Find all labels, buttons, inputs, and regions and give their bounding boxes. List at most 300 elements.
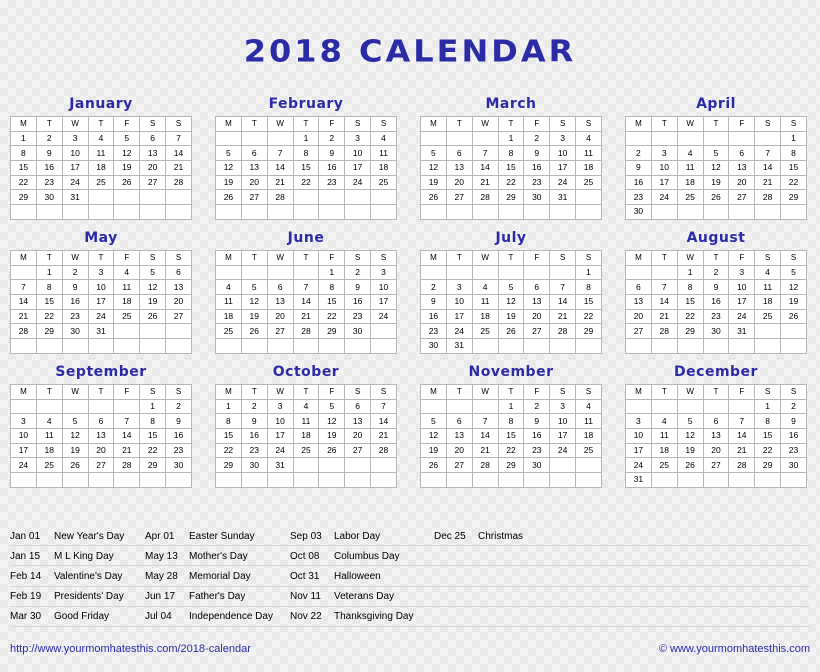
day-cell[interactable]: 19 xyxy=(319,429,345,444)
day-cell[interactable]: 22 xyxy=(498,175,524,190)
day-cell[interactable]: 8 xyxy=(140,414,166,429)
day-cell[interactable]: 9 xyxy=(345,280,371,295)
day-cell[interactable]: 4 xyxy=(576,399,602,414)
day-cell[interactable]: 15 xyxy=(576,295,602,310)
day-cell[interactable]: 20 xyxy=(703,443,729,458)
day-cell[interactable]: 17 xyxy=(62,161,88,176)
day-cell[interactable]: 8 xyxy=(293,146,319,161)
day-cell[interactable]: 20 xyxy=(446,175,472,190)
day-cell[interactable]: 14 xyxy=(371,414,397,429)
day-cell[interactable]: 27 xyxy=(446,458,472,473)
day-cell[interactable]: 1 xyxy=(36,265,62,280)
day-cell[interactable]: 15 xyxy=(216,429,242,444)
day-cell[interactable]: 6 xyxy=(626,280,652,295)
day-cell[interactable]: 30 xyxy=(421,339,447,354)
day-cell[interactable]: 12 xyxy=(781,280,807,295)
day-cell[interactable]: 25 xyxy=(677,190,703,205)
day-cell[interactable]: 1 xyxy=(677,265,703,280)
day-cell[interactable]: 21 xyxy=(550,309,576,324)
day-cell[interactable]: 5 xyxy=(421,146,447,161)
day-cell[interactable]: 23 xyxy=(524,443,550,458)
day-cell[interactable]: 30 xyxy=(626,205,652,220)
day-cell[interactable]: 28 xyxy=(293,324,319,339)
day-cell[interactable]: 27 xyxy=(729,190,755,205)
day-cell[interactable]: 17 xyxy=(626,443,652,458)
day-cell[interactable]: 11 xyxy=(371,146,397,161)
day-cell[interactable]: 4 xyxy=(114,265,140,280)
day-cell[interactable]: 30 xyxy=(524,190,550,205)
day-cell[interactable]: 22 xyxy=(781,175,807,190)
day-cell[interactable]: 20 xyxy=(88,443,114,458)
day-cell[interactable]: 6 xyxy=(524,280,550,295)
day-cell[interactable]: 8 xyxy=(677,280,703,295)
day-cell[interactable]: 14 xyxy=(11,295,37,310)
day-cell[interactable]: 4 xyxy=(88,131,114,146)
day-cell[interactable]: 8 xyxy=(498,414,524,429)
day-cell[interactable]: 22 xyxy=(11,175,37,190)
day-cell[interactable]: 29 xyxy=(576,324,602,339)
day-cell[interactable]: 14 xyxy=(267,161,293,176)
day-cell[interactable]: 3 xyxy=(729,265,755,280)
day-cell[interactable]: 18 xyxy=(472,309,498,324)
day-cell[interactable]: 8 xyxy=(755,414,781,429)
day-cell[interactable]: 8 xyxy=(11,146,37,161)
day-cell[interactable]: 9 xyxy=(166,414,192,429)
day-cell[interactable]: 26 xyxy=(421,458,447,473)
day-cell[interactable]: 23 xyxy=(166,443,192,458)
day-cell[interactable]: 24 xyxy=(651,190,677,205)
day-cell[interactable]: 2 xyxy=(421,280,447,295)
day-cell[interactable]: 13 xyxy=(703,429,729,444)
day-cell[interactable]: 31 xyxy=(88,324,114,339)
day-cell[interactable]: 15 xyxy=(11,161,37,176)
day-cell[interactable]: 11 xyxy=(114,280,140,295)
day-cell[interactable]: 11 xyxy=(576,414,602,429)
day-cell[interactable]: 15 xyxy=(140,429,166,444)
day-cell[interactable]: 24 xyxy=(729,309,755,324)
day-cell[interactable]: 9 xyxy=(62,280,88,295)
day-cell[interactable]: 5 xyxy=(216,146,242,161)
day-cell[interactable]: 16 xyxy=(345,295,371,310)
day-cell[interactable]: 30 xyxy=(241,458,267,473)
day-cell[interactable]: 11 xyxy=(472,295,498,310)
day-cell[interactable]: 7 xyxy=(550,280,576,295)
day-cell[interactable]: 9 xyxy=(421,295,447,310)
day-cell[interactable]: 23 xyxy=(781,443,807,458)
day-cell[interactable]: 17 xyxy=(267,429,293,444)
day-cell[interactable]: 9 xyxy=(524,414,550,429)
day-cell[interactable]: 26 xyxy=(677,458,703,473)
day-cell[interactable]: 18 xyxy=(36,443,62,458)
day-cell[interactable]: 22 xyxy=(755,443,781,458)
day-cell[interactable]: 14 xyxy=(729,429,755,444)
day-cell[interactable]: 16 xyxy=(781,429,807,444)
day-cell[interactable]: 24 xyxy=(626,458,652,473)
day-cell[interactable]: 23 xyxy=(345,309,371,324)
day-cell[interactable]: 5 xyxy=(677,414,703,429)
day-cell[interactable]: 12 xyxy=(114,146,140,161)
day-cell[interactable]: 5 xyxy=(114,131,140,146)
day-cell[interactable]: 20 xyxy=(267,309,293,324)
day-cell[interactable]: 31 xyxy=(626,473,652,488)
day-cell[interactable]: 20 xyxy=(345,429,371,444)
day-cell[interactable]: 12 xyxy=(62,429,88,444)
day-cell[interactable]: 28 xyxy=(114,458,140,473)
day-cell[interactable]: 14 xyxy=(472,429,498,444)
day-cell[interactable]: 5 xyxy=(498,280,524,295)
day-cell[interactable]: 15 xyxy=(498,161,524,176)
day-cell[interactable]: 18 xyxy=(755,295,781,310)
day-cell[interactable]: 17 xyxy=(550,161,576,176)
day-cell[interactable]: 11 xyxy=(576,146,602,161)
day-cell[interactable]: 18 xyxy=(88,161,114,176)
day-cell[interactable]: 14 xyxy=(293,295,319,310)
day-cell[interactable]: 2 xyxy=(781,399,807,414)
day-cell[interactable]: 26 xyxy=(781,309,807,324)
day-cell[interactable]: 21 xyxy=(293,309,319,324)
day-cell[interactable]: 3 xyxy=(651,146,677,161)
day-cell[interactable]: 28 xyxy=(371,443,397,458)
day-cell[interactable]: 25 xyxy=(371,175,397,190)
day-cell[interactable]: 17 xyxy=(550,429,576,444)
day-cell[interactable]: 29 xyxy=(216,458,242,473)
day-cell[interactable]: 19 xyxy=(421,443,447,458)
day-cell[interactable]: 28 xyxy=(550,324,576,339)
day-cell[interactable]: 3 xyxy=(626,414,652,429)
day-cell[interactable]: 14 xyxy=(472,161,498,176)
day-cell[interactable]: 14 xyxy=(755,161,781,176)
day-cell[interactable]: 30 xyxy=(36,190,62,205)
day-cell[interactable]: 10 xyxy=(446,295,472,310)
day-cell[interactable]: 6 xyxy=(345,399,371,414)
day-cell[interactable]: 2 xyxy=(62,265,88,280)
day-cell[interactable]: 13 xyxy=(345,414,371,429)
day-cell[interactable]: 4 xyxy=(651,414,677,429)
day-cell[interactable]: 2 xyxy=(36,131,62,146)
day-cell[interactable]: 13 xyxy=(88,429,114,444)
day-cell[interactable]: 19 xyxy=(677,443,703,458)
day-cell[interactable]: 28 xyxy=(267,190,293,205)
calendar-source-link[interactable]: http://www.yourmomhatesthis.com/2018-calendar xyxy=(10,643,251,655)
day-cell[interactable]: 29 xyxy=(498,190,524,205)
day-cell[interactable]: 29 xyxy=(498,458,524,473)
day-cell[interactable]: 11 xyxy=(651,429,677,444)
day-cell[interactable]: 9 xyxy=(626,161,652,176)
day-cell[interactable]: 3 xyxy=(446,280,472,295)
day-cell[interactable]: 25 xyxy=(88,175,114,190)
day-cell[interactable]: 24 xyxy=(345,175,371,190)
day-cell[interactable]: 2 xyxy=(524,131,550,146)
day-cell[interactable]: 16 xyxy=(319,161,345,176)
day-cell[interactable]: 1 xyxy=(140,399,166,414)
day-cell[interactable]: 25 xyxy=(216,324,242,339)
day-cell[interactable]: 29 xyxy=(36,324,62,339)
day-cell[interactable]: 19 xyxy=(498,309,524,324)
day-cell[interactable]: 17 xyxy=(371,295,397,310)
day-cell[interactable]: 18 xyxy=(216,309,242,324)
day-cell[interactable]: 3 xyxy=(11,414,37,429)
day-cell[interactable]: 27 xyxy=(703,458,729,473)
day-cell[interactable]: 4 xyxy=(371,131,397,146)
day-cell[interactable]: 20 xyxy=(166,295,192,310)
day-cell[interactable]: 10 xyxy=(729,280,755,295)
day-cell[interactable]: 10 xyxy=(626,429,652,444)
day-cell[interactable]: 30 xyxy=(524,458,550,473)
day-cell[interactable]: 20 xyxy=(241,175,267,190)
day-cell[interactable]: 27 xyxy=(446,190,472,205)
day-cell[interactable]: 21 xyxy=(11,309,37,324)
day-cell[interactable]: 23 xyxy=(36,175,62,190)
day-cell[interactable]: 14 xyxy=(550,295,576,310)
day-cell[interactable]: 17 xyxy=(729,295,755,310)
day-cell[interactable]: 24 xyxy=(11,458,37,473)
day-cell[interactable]: 3 xyxy=(550,131,576,146)
day-cell[interactable]: 12 xyxy=(677,429,703,444)
day-cell[interactable]: 17 xyxy=(345,161,371,176)
day-cell[interactable]: 21 xyxy=(371,429,397,444)
day-cell[interactable]: 7 xyxy=(651,280,677,295)
day-cell[interactable]: 2 xyxy=(241,399,267,414)
day-cell[interactable]: 2 xyxy=(166,399,192,414)
day-cell[interactable]: 22 xyxy=(140,443,166,458)
day-cell[interactable]: 12 xyxy=(319,414,345,429)
day-cell[interactable]: 4 xyxy=(677,146,703,161)
day-cell[interactable]: 13 xyxy=(140,146,166,161)
day-cell[interactable]: 4 xyxy=(36,414,62,429)
day-cell[interactable]: 10 xyxy=(345,146,371,161)
day-cell[interactable]: 8 xyxy=(781,146,807,161)
day-cell[interactable]: 12 xyxy=(216,161,242,176)
day-cell[interactable]: 30 xyxy=(345,324,371,339)
day-cell[interactable]: 19 xyxy=(241,309,267,324)
day-cell[interactable]: 13 xyxy=(446,161,472,176)
day-cell[interactable]: 3 xyxy=(62,131,88,146)
day-cell[interactable]: 22 xyxy=(677,309,703,324)
day-cell[interactable]: 15 xyxy=(498,429,524,444)
day-cell[interactable]: 8 xyxy=(576,280,602,295)
day-cell[interactable]: 7 xyxy=(729,414,755,429)
day-cell[interactable]: 30 xyxy=(62,324,88,339)
day-cell[interactable]: 28 xyxy=(472,458,498,473)
day-cell[interactable]: 17 xyxy=(11,443,37,458)
day-cell[interactable]: 26 xyxy=(421,190,447,205)
day-cell[interactable]: 9 xyxy=(524,146,550,161)
day-cell[interactable]: 28 xyxy=(755,190,781,205)
day-cell[interactable]: 6 xyxy=(88,414,114,429)
day-cell[interactable]: 4 xyxy=(472,280,498,295)
day-cell[interactable]: 28 xyxy=(11,324,37,339)
day-cell[interactable]: 29 xyxy=(11,190,37,205)
day-cell[interactable]: 19 xyxy=(62,443,88,458)
day-cell[interactable]: 26 xyxy=(114,175,140,190)
day-cell[interactable]: 25 xyxy=(755,309,781,324)
day-cell[interactable]: 16 xyxy=(703,295,729,310)
day-cell[interactable]: 7 xyxy=(472,146,498,161)
day-cell[interactable]: 4 xyxy=(216,280,242,295)
day-cell[interactable]: 20 xyxy=(446,443,472,458)
day-cell[interactable]: 6 xyxy=(241,146,267,161)
day-cell[interactable]: 22 xyxy=(293,175,319,190)
day-cell[interactable]: 4 xyxy=(293,399,319,414)
day-cell[interactable]: 19 xyxy=(781,295,807,310)
day-cell[interactable]: 21 xyxy=(267,175,293,190)
day-cell[interactable]: 10 xyxy=(88,280,114,295)
day-cell[interactable]: 1 xyxy=(576,265,602,280)
day-cell[interactable]: 22 xyxy=(36,309,62,324)
day-cell[interactable]: 13 xyxy=(729,161,755,176)
day-cell[interactable]: 12 xyxy=(498,295,524,310)
day-cell[interactable]: 7 xyxy=(755,146,781,161)
day-cell[interactable]: 1 xyxy=(755,399,781,414)
day-cell[interactable]: 7 xyxy=(472,414,498,429)
day-cell[interactable]: 9 xyxy=(319,146,345,161)
day-cell[interactable]: 10 xyxy=(11,429,37,444)
day-cell[interactable]: 5 xyxy=(62,414,88,429)
day-cell[interactable]: 30 xyxy=(166,458,192,473)
day-cell[interactable]: 27 xyxy=(524,324,550,339)
day-cell[interactable]: 5 xyxy=(241,280,267,295)
day-cell[interactable]: 18 xyxy=(651,443,677,458)
day-cell[interactable]: 31 xyxy=(729,324,755,339)
day-cell[interactable]: 17 xyxy=(88,295,114,310)
day-cell[interactable]: 15 xyxy=(293,161,319,176)
day-cell[interactable]: 10 xyxy=(267,414,293,429)
day-cell[interactable]: 12 xyxy=(703,161,729,176)
day-cell[interactable]: 22 xyxy=(498,443,524,458)
day-cell[interactable]: 7 xyxy=(371,399,397,414)
day-cell[interactable]: 8 xyxy=(216,414,242,429)
day-cell[interactable]: 3 xyxy=(267,399,293,414)
day-cell[interactable]: 13 xyxy=(267,295,293,310)
day-cell[interactable]: 7 xyxy=(166,131,192,146)
day-cell[interactable]: 25 xyxy=(293,443,319,458)
day-cell[interactable]: 21 xyxy=(472,175,498,190)
day-cell[interactable]: 26 xyxy=(62,458,88,473)
day-cell[interactable]: 20 xyxy=(729,175,755,190)
day-cell[interactable]: 13 xyxy=(446,429,472,444)
day-cell[interactable]: 23 xyxy=(421,324,447,339)
day-cell[interactable]: 11 xyxy=(88,146,114,161)
day-cell[interactable]: 9 xyxy=(241,414,267,429)
day-cell[interactable]: 1 xyxy=(781,131,807,146)
day-cell[interactable]: 11 xyxy=(216,295,242,310)
day-cell[interactable]: 16 xyxy=(62,295,88,310)
day-cell[interactable]: 2 xyxy=(319,131,345,146)
day-cell[interactable]: 16 xyxy=(166,429,192,444)
day-cell[interactable]: 21 xyxy=(472,443,498,458)
day-cell[interactable]: 7 xyxy=(11,280,37,295)
day-cell[interactable]: 3 xyxy=(550,399,576,414)
day-cell[interactable]: 29 xyxy=(319,324,345,339)
day-cell[interactable]: 3 xyxy=(88,265,114,280)
day-cell[interactable]: 31 xyxy=(446,339,472,354)
day-cell[interactable]: 24 xyxy=(550,175,576,190)
day-cell[interactable]: 19 xyxy=(703,175,729,190)
day-cell[interactable]: 19 xyxy=(216,175,242,190)
day-cell[interactable]: 9 xyxy=(703,280,729,295)
day-cell[interactable]: 27 xyxy=(140,175,166,190)
day-cell[interactable]: 21 xyxy=(729,443,755,458)
day-cell[interactable]: 24 xyxy=(62,175,88,190)
day-cell[interactable]: 3 xyxy=(345,131,371,146)
day-cell[interactable]: 7 xyxy=(267,146,293,161)
day-cell[interactable]: 18 xyxy=(576,429,602,444)
day-cell[interactable]: 12 xyxy=(241,295,267,310)
day-cell[interactable]: 15 xyxy=(781,161,807,176)
day-cell[interactable]: 24 xyxy=(550,443,576,458)
day-cell[interactable]: 13 xyxy=(166,280,192,295)
day-cell[interactable]: 16 xyxy=(36,161,62,176)
day-cell[interactable]: 23 xyxy=(319,175,345,190)
day-cell[interactable]: 6 xyxy=(166,265,192,280)
day-cell[interactable]: 26 xyxy=(498,324,524,339)
day-cell[interactable]: 25 xyxy=(114,309,140,324)
day-cell[interactable]: 23 xyxy=(703,309,729,324)
day-cell[interactable]: 6 xyxy=(446,414,472,429)
day-cell[interactable]: 24 xyxy=(88,309,114,324)
day-cell[interactable]: 2 xyxy=(626,146,652,161)
day-cell[interactable]: 7 xyxy=(114,414,140,429)
day-cell[interactable]: 8 xyxy=(498,146,524,161)
day-cell[interactable]: 17 xyxy=(651,175,677,190)
day-cell[interactable]: 25 xyxy=(651,458,677,473)
day-cell[interactable]: 1 xyxy=(293,131,319,146)
day-cell[interactable]: 27 xyxy=(626,324,652,339)
day-cell[interactable]: 5 xyxy=(319,399,345,414)
day-cell[interactable]: 14 xyxy=(114,429,140,444)
day-cell[interactable]: 16 xyxy=(241,429,267,444)
day-cell[interactable]: 16 xyxy=(421,309,447,324)
day-cell[interactable]: 31 xyxy=(550,190,576,205)
day-cell[interactable]: 12 xyxy=(140,280,166,295)
day-cell[interactable]: 25 xyxy=(576,443,602,458)
day-cell[interactable]: 1 xyxy=(498,399,524,414)
day-cell[interactable]: 29 xyxy=(781,190,807,205)
day-cell[interactable]: 23 xyxy=(524,175,550,190)
day-cell[interactable]: 15 xyxy=(36,295,62,310)
day-cell[interactable]: 26 xyxy=(241,324,267,339)
day-cell[interactable]: 24 xyxy=(371,309,397,324)
day-cell[interactable]: 10 xyxy=(550,414,576,429)
day-cell[interactable]: 8 xyxy=(319,280,345,295)
day-cell[interactable]: 31 xyxy=(62,190,88,205)
day-cell[interactable]: 12 xyxy=(421,161,447,176)
day-cell[interactable]: 25 xyxy=(36,458,62,473)
day-cell[interactable]: 27 xyxy=(166,309,192,324)
day-cell[interactable]: 28 xyxy=(166,175,192,190)
day-cell[interactable]: 13 xyxy=(626,295,652,310)
day-cell[interactable]: 6 xyxy=(446,146,472,161)
day-cell[interactable]: 29 xyxy=(677,324,703,339)
day-cell[interactable]: 2 xyxy=(345,265,371,280)
day-cell[interactable]: 18 xyxy=(371,161,397,176)
day-cell[interactable]: 15 xyxy=(319,295,345,310)
day-cell[interactable]: 27 xyxy=(241,190,267,205)
day-cell[interactable]: 10 xyxy=(651,161,677,176)
day-cell[interactable]: 29 xyxy=(755,458,781,473)
day-cell[interactable]: 30 xyxy=(703,324,729,339)
day-cell[interactable]: 26 xyxy=(216,190,242,205)
day-cell[interactable]: 6 xyxy=(703,414,729,429)
day-cell[interactable]: 18 xyxy=(677,175,703,190)
day-cell[interactable]: 4 xyxy=(755,265,781,280)
day-cell[interactable]: 14 xyxy=(166,146,192,161)
day-cell[interactable]: 19 xyxy=(140,295,166,310)
day-cell[interactable]: 21 xyxy=(651,309,677,324)
day-cell[interactable]: 10 xyxy=(371,280,397,295)
day-cell[interactable]: 27 xyxy=(88,458,114,473)
day-cell[interactable]: 9 xyxy=(781,414,807,429)
